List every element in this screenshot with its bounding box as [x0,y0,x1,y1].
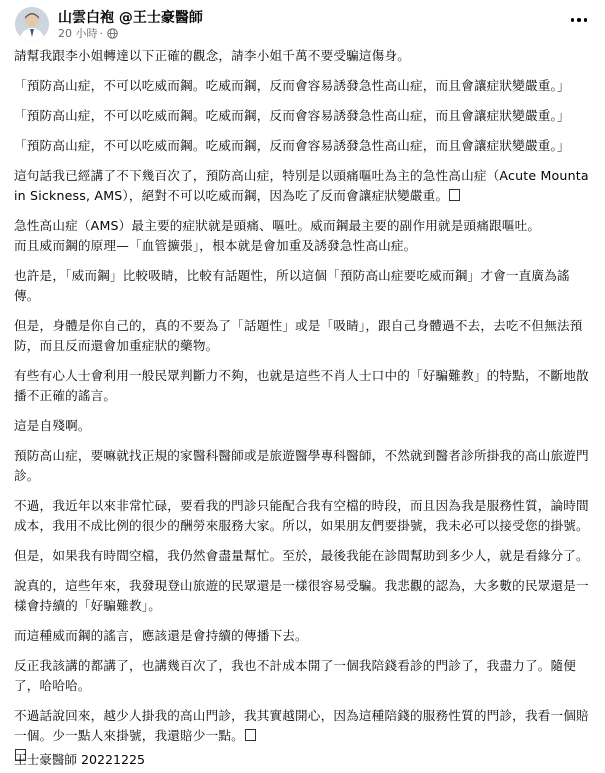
post-meta [58,25,118,41]
avatar[interactable] [15,7,49,41]
globe-icon [107,28,118,39]
paragraph: 但是，如果我有時間空檔，我仍然會盡量幫忙。至於，最後我能在診間幫助到多少人，就是看緣分了。 [14,548,589,563]
more-dot [577,18,581,22]
more-options-button[interactable] [567,10,591,30]
missing-glyph [449,189,460,201]
meta-separator: · [99,26,103,40]
paragraph: 「預防高山症，不可以吃威而鋼。吃威而鋼，反而會容易誘發急性高山症，而且會讓症狀變嚴重。」 [14,108,570,123]
signature: 王士豪醫師 20221225 [14,752,146,767]
paragraph: 也許是，「威而鋼」比較吸睛，比較有話題性，所以這個「預防高山症要吃威而鋼」才會一直廣為謠傳。 [14,268,570,303]
paragraph [14,166,592,206]
missing-glyph [245,729,256,741]
paragraph: 反正我該講的都講了，也講幾百次了，我也不計成本開了一個我陪錢看診的門診了，我盡力了。隨便了，哈哈哈。 [14,658,577,693]
author-name[interactable]: 山雲白袍 @王士豪醫師 [58,10,203,26]
doctor-portrait-icon [15,7,49,41]
paragraph: 說真的，這些年來，我發現登山旅遊的民眾還是一樣很容易受騙。我悲觀的認為，大多數的民眾還是一樣會持續的「好騙難教」。 [14,578,589,613]
post-timestamp[interactable]: 20 小時 [58,27,98,40]
more-dot [584,18,588,22]
paragraph: 但是，身體是你自己的，真的不要為了「話題性」或是「吸睛」，跟自己身體過不去，去吃不但無法預防，而且反而還會加重症狀的藥物。 [14,318,583,353]
post-body [14,46,592,766]
paragraph-text: 這句話我已經講了不下幾百次了，預防高山症，特別是以頭痛嘔吐為主的急性高山症（Acute Mountain Sickness, AMS），絕對不可以吃威而鋼，因為吃了反而會讓症狀變嚴重。 [14,168,589,203]
paragraph: 「預防高山症，不可以吃威而鋼。吃威而鋼，反而會容易誘發急性高山症，而且會讓症狀變嚴重。」 [14,138,570,153]
paragraph: 這是自殘啊。 [14,418,91,433]
paragraph: 有些有心人士會利用一般民眾判斷力不夠，也就是這些不肖人士口中的「好騙難教」的特點，不斷地散播不正確的謠言。 [14,368,589,403]
paragraph: 而且威而鋼的原理—「血管擴張」，根本就是會加重及誘發急性高山症。 [14,238,417,253]
paragraph: 預防高山症，要嘛就找正規的家醫科醫師或是旅遊醫學專科醫師，不然就到醫者診所掛我的高山旅遊門診。 [14,448,589,483]
paragraph: 請幫我跟李小姐轉達以下正確的觀念，請李小姐千萬不要受騙這傷身。 [14,48,410,63]
post-header [0,0,605,44]
paragraph [14,706,592,746]
paragraph: 急性高山症（AMS）最主要的症狀就是頭痛、嘔吐。威而鋼最主要的副作用就是頭痛跟嘔吐。 [14,218,541,233]
paragraph: 而這種威而鋼的謠言，應該還是會持續的傳播下去。 [14,628,308,643]
paragraph-text: 不過話說回來，越少人掛我的高山門診，我其實越開心，因為這種陪錢的服務性質的門診，我看一個賠一個。少一點人來掛號，我還賠少一點。 [14,708,589,743]
paragraph: 「預防高山症，不可以吃威而鋼。吃威而鋼，反而會容易誘發急性高山症，而且會讓症狀變嚴重。」 [14,78,570,93]
more-dot [571,18,575,22]
paragraph: 不過，我近年以來非常忙碌，要看我的門診只能配合我有空檔的時段，而且因為我是服務性質，論時間成本，我用不成比例的很少的酬勞來服務大家。所以，如果朋友們要掛號，我未必可以接受您的掛號。 [14,498,589,533]
